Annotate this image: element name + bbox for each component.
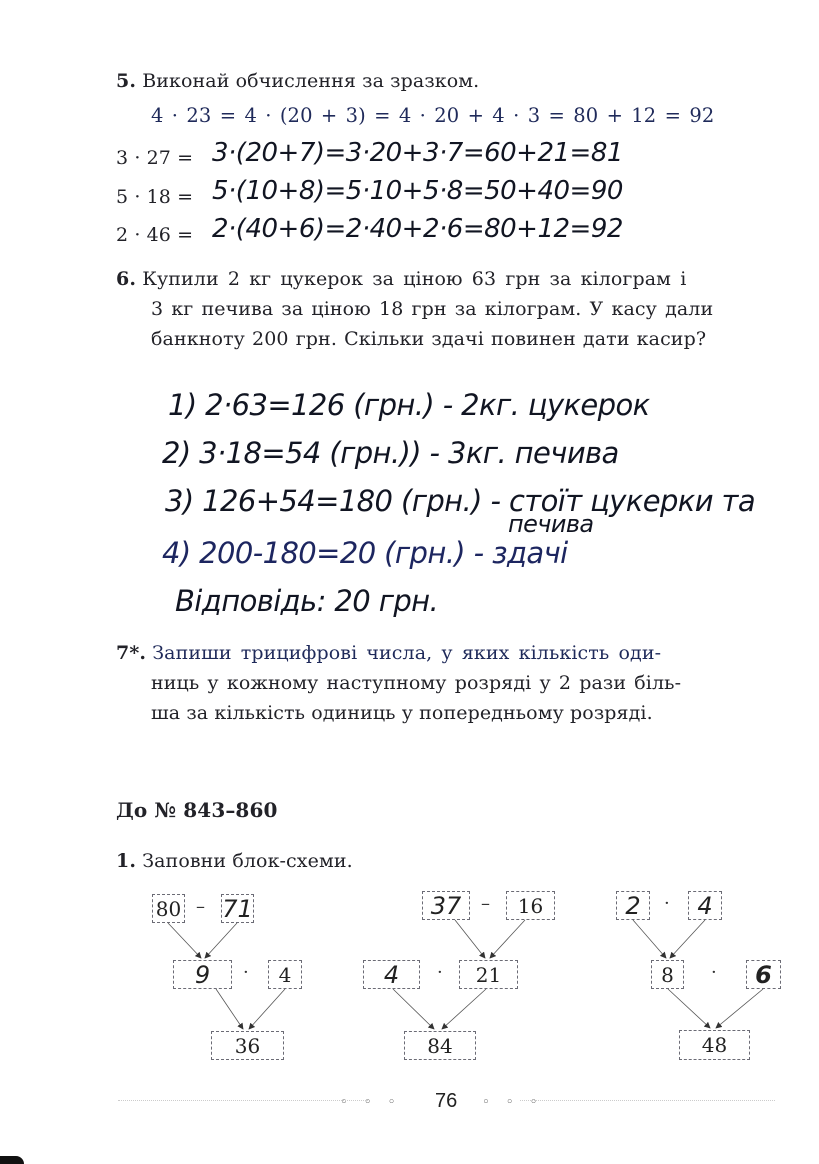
footer-rule-right: [520, 1100, 775, 1101]
d3-top-left-box[interactable]: 2: [616, 891, 650, 920]
d2-top-right-box: 16: [506, 891, 555, 920]
d1-top-operator: –: [196, 896, 205, 917]
task5-row-2-answer: 5·(10+8)=5·10+5·8=50+40=90: [212, 176, 623, 206]
task7-line-2: ниць у кожному наступному розряді у 2 рази біль-: [151, 672, 682, 694]
task5-row-1-answer: 3·(20+7)=3·20+3·7=60+21=81: [212, 138, 623, 168]
task7-number: 7*.: [116, 642, 147, 664]
d3-top-right-box[interactable]: 4: [688, 891, 722, 920]
d1-result-box: 36: [211, 1031, 284, 1060]
footer-rule-left: [118, 1100, 368, 1101]
arrow-d3-d: [716, 989, 763, 1028]
d2-middle-left-box[interactable]: 4: [363, 960, 420, 989]
d1-top-right-box[interactable]: 71: [222, 894, 253, 923]
page-number: 76: [435, 1090, 458, 1112]
task6-answer: Відповідь: 20 грн.: [175, 584, 439, 618]
d3-middle-left-box[interactable]: 8: [651, 960, 684, 989]
task6-solution-3-cont: печива: [508, 510, 594, 538]
d1-middle-right-box: 4: [268, 960, 302, 989]
task1-title: Заповни блок-схеми.: [142, 850, 353, 872]
section-heading: До № 843–860: [116, 798, 278, 822]
task6-solution-1: 1) 2·63=126 (грн.) - 2кг. цукерок: [168, 388, 650, 422]
arrow-d1-b: [205, 923, 237, 958]
task5-row-3-answer: 2·(40+6)=2·40+2·6=80+12=92: [212, 214, 623, 244]
d2-result-box: 84: [404, 1031, 476, 1060]
arrow-d2-c: [393, 989, 434, 1029]
task5-row-3-prompt: 2 · 46 =: [116, 224, 194, 246]
d1-middle-left-box[interactable]: 9: [173, 960, 232, 989]
d3-middle-operator: ·: [711, 962, 717, 983]
arrow-d2-d: [442, 989, 486, 1029]
task6-solution-2: 2) 3·18=54 (грн.)) - 3кг. печива: [162, 436, 619, 470]
scan-corner-mark: [0, 1156, 24, 1164]
task6-line-3: банкноту 200 грн. Скільки здачі повинен дати касир?: [151, 328, 707, 350]
task7-line-3: ша за кількість одиниць у попередньому розряді.: [151, 702, 653, 724]
task5-row-2-prompt: 5 · 18 =: [116, 186, 194, 208]
task5-row-1-prompt: 3 · 27 =: [116, 147, 194, 169]
d2-top-operator: –: [481, 893, 490, 914]
footer-ornament-right: ◦ ◦ ◦: [482, 1095, 544, 1110]
task7-text-1: Запиши трицифрові числа, у яких кількість оди-: [152, 642, 662, 664]
task6-number: 6.: [116, 268, 137, 290]
footer-ornament-left: ◦ ◦ ◦: [340, 1095, 402, 1110]
d3-top-operator: ·: [664, 893, 670, 914]
arrow-d1-a: [168, 923, 201, 958]
task1-number: 1.: [116, 850, 137, 872]
d1-middle-operator: ·: [243, 962, 249, 983]
d1-top-left-box: 80: [152, 894, 185, 923]
arrow-d1-d: [249, 989, 285, 1029]
task6-solution-4: 4) 200-180=20 (грн.) - здачі: [162, 536, 568, 570]
d3-middle-right-box[interactable]: 6: [746, 960, 781, 989]
arrow-d3-a: [633, 920, 666, 958]
d2-top-left-box[interactable]: 37: [422, 891, 470, 920]
d2-middle-right-box: 21: [459, 960, 518, 989]
task6-solution-3: 3) 126+54=180 (грн.) - стоїт цукерки та: [165, 484, 756, 518]
task5-title: Виконай обчислення за зразком.: [142, 70, 480, 92]
task5-example: 4 · 23 = 4 · (20 + 3) = 4 · 20 + 4 · 3 = 80 + 12 = 92: [151, 104, 715, 127]
task6-line-2: 3 кг печива за ціною 18 грн за кілограм. У касу дали: [151, 298, 714, 320]
task5-number: 5.: [116, 70, 137, 92]
d3-result-box: 48: [679, 1030, 750, 1060]
arrow-d2-a: [455, 920, 485, 958]
arrow-d2-b: [490, 920, 525, 958]
d2-middle-operator: ·: [437, 962, 443, 983]
arrow-d3-b: [670, 920, 705, 958]
task6-text-1: Купили 2 кг цукерок за ціною 63 грн за кілограм і: [142, 268, 687, 290]
arrow-d3-c: [668, 989, 710, 1028]
arrow-d1-c: [216, 989, 243, 1029]
